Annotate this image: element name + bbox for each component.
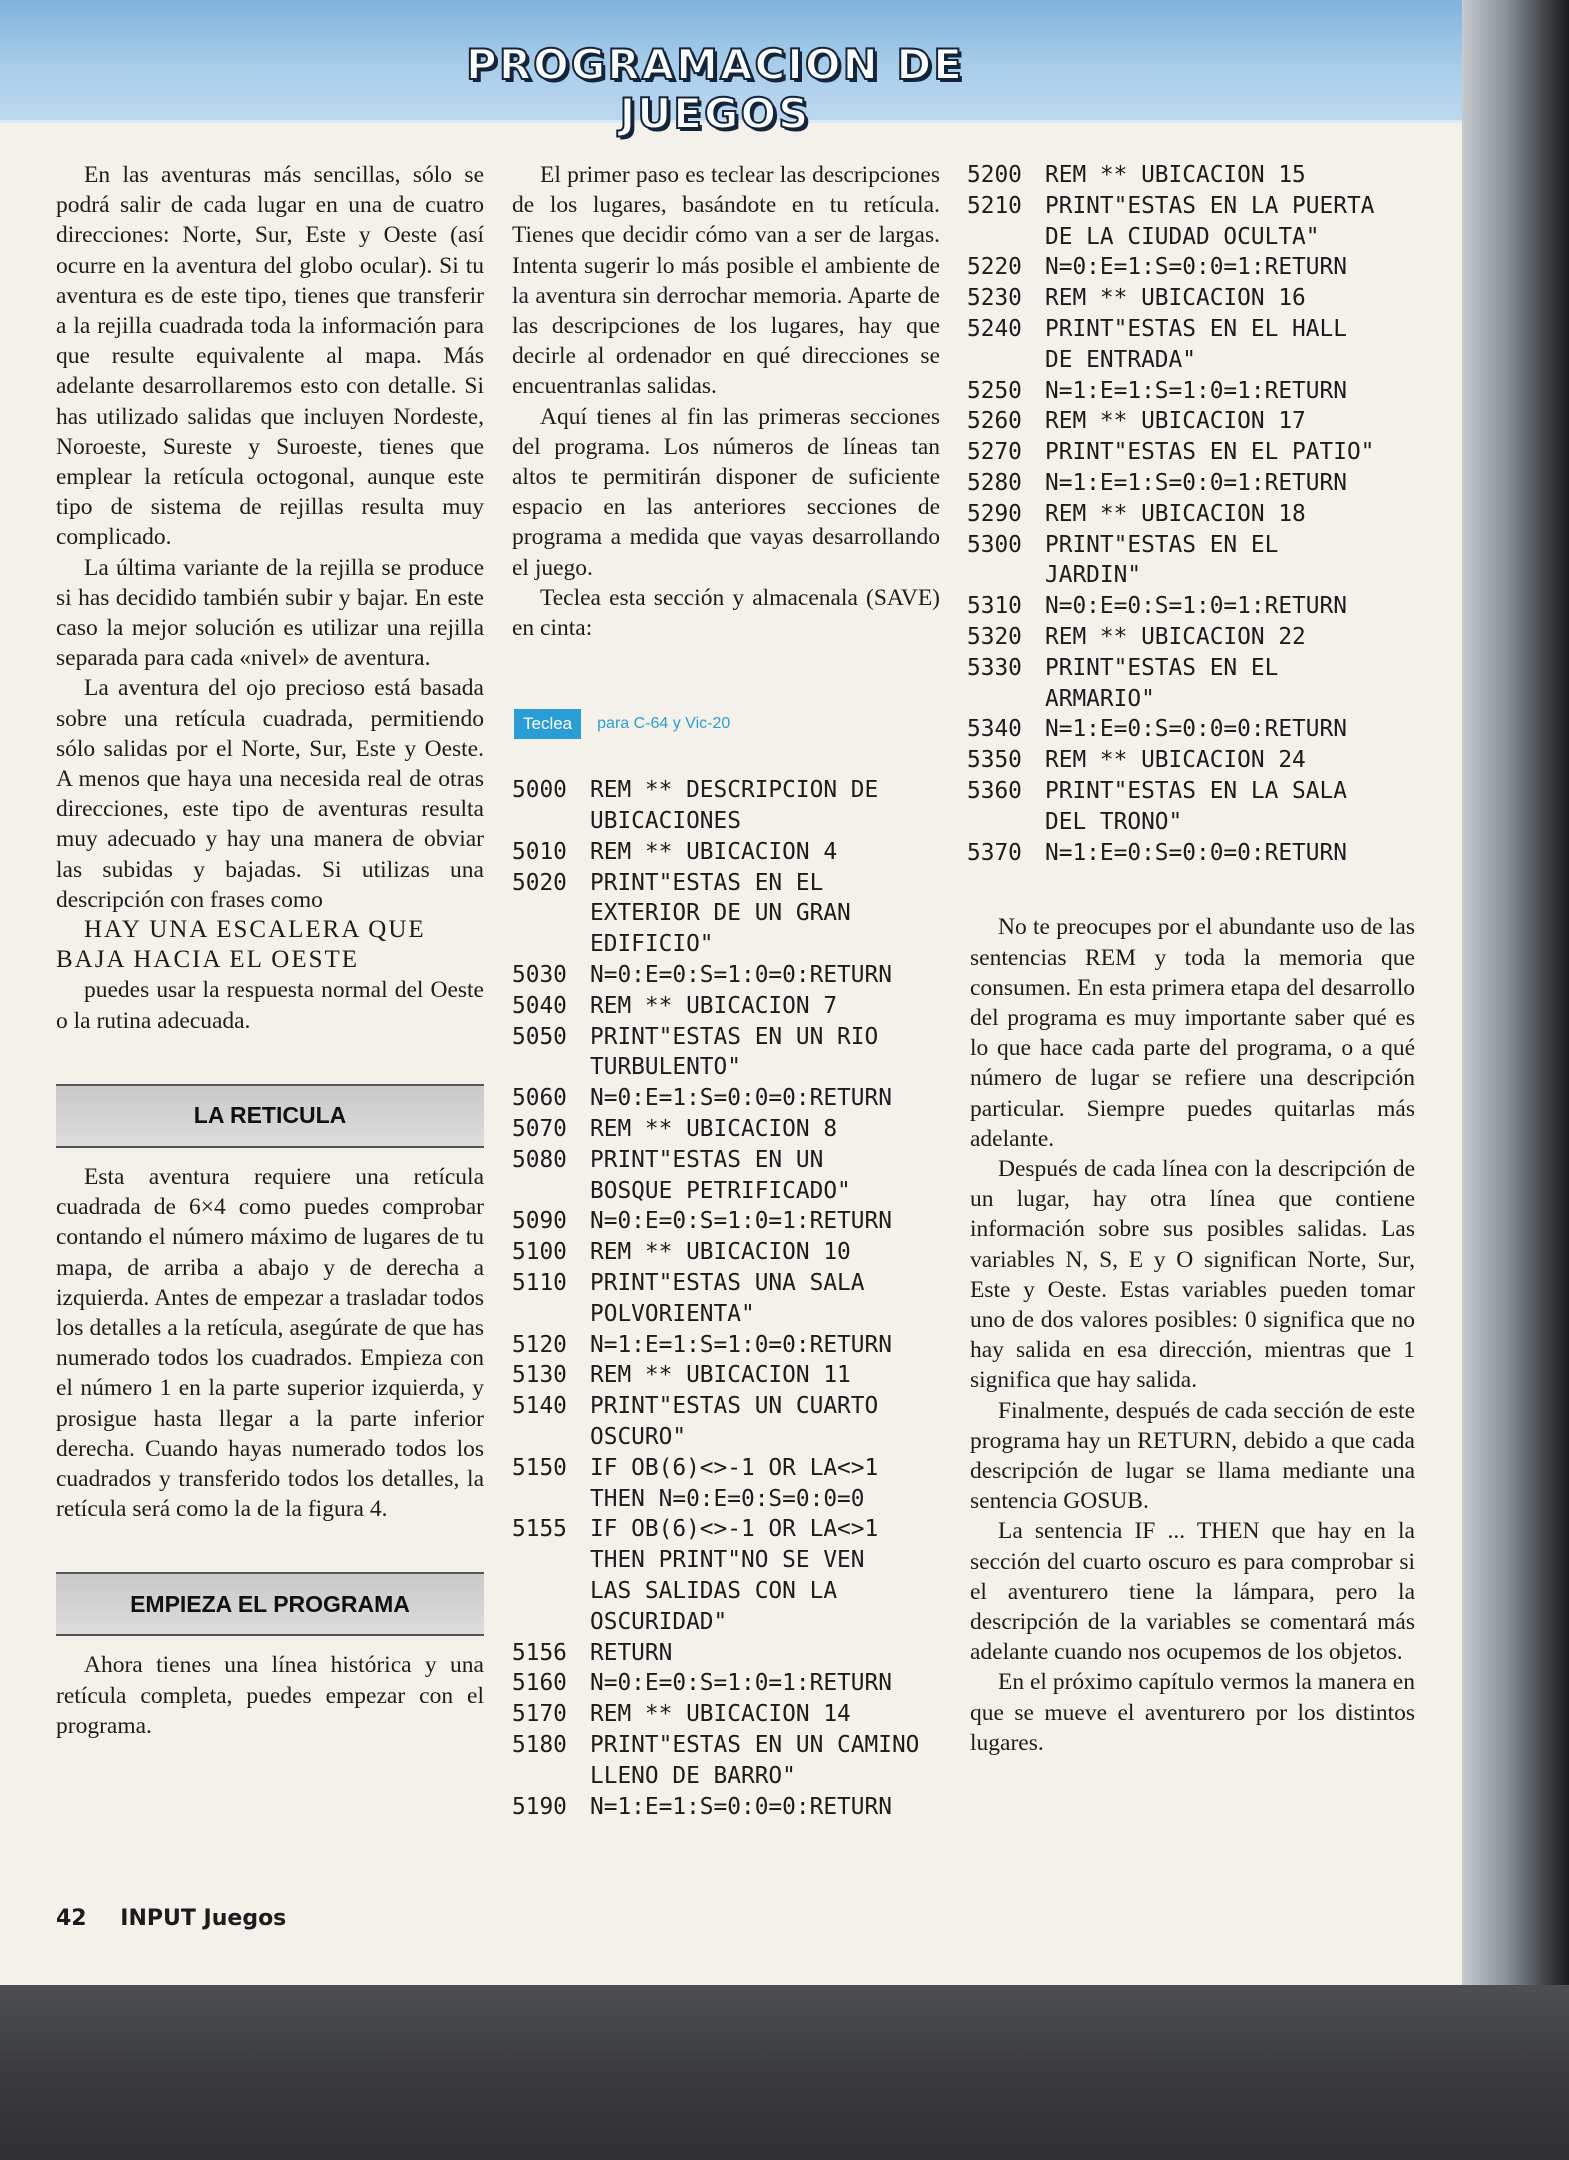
line-number: 5160 xyxy=(512,1670,567,1697)
spacer xyxy=(970,868,1415,912)
code-text: N=1:E=1:S=1:0=0:RETURN xyxy=(590,1331,892,1358)
line-number: 5230 xyxy=(967,285,1022,312)
line-number: 5370 xyxy=(967,839,1022,866)
paragraph: Teclea esta sección y almacenala (SAVE) en cinta: xyxy=(512,584,940,642)
paragraph: No te preocupes por el abundante uso de las sentencias REM y toda la memoria que consumen. En esta primera etapa del desarrollo del programa es muy importante saber qué es lo que hace cada parte del programa, o a qué número de lugar se refiere una descripción particular. Siempre puedes quitarlas más adelante. xyxy=(970,914,1415,1152)
code-text: REM ** UBICACION 8 xyxy=(590,1116,838,1143)
code-listing xyxy=(512,775,940,1822)
paragraph: Aquí tienes al fin las primeras secciones del programa. Los números de líneas tan altos te permitirán disponer de suficiente espacio en las anteriores secciones de programa a medida que vayas desarrollando el juego. xyxy=(512,403,940,581)
code-line xyxy=(512,1730,940,1792)
line-number: 5170 xyxy=(512,1701,567,1728)
code-text: N=0:E=1:S=0:0=0:RETURN xyxy=(590,1085,892,1112)
paragraph: La aventura del ojo precioso está basada sobre una retícula cuadrada, permitiendo sólo salidas por el Norte, Sur, Este y Oeste. A menos que haya una necesida real de otras direcciones, este tipo de aventuras resulta muy adecuado y hay una manera de obviar las subidas y bajadas. Si utilizas una descripción con frases como xyxy=(56,675,484,913)
code-text: PRINT"ESTAS EN EL ARMARIO" xyxy=(1045,654,1279,712)
code-line xyxy=(967,314,1415,376)
code-text: PRINT"ESTAS UN CUARTO OSCURO" xyxy=(590,1393,879,1450)
code-text: REM ** UBICACION 24 xyxy=(1045,747,1306,774)
column-2 xyxy=(512,160,940,1822)
code-text: PRINT"ESTAS EN EL HALL DE ENTRADA" xyxy=(1045,315,1347,373)
paragraph: La sentencia IF ... THEN que hay en la sección del cuarto oscuro es para comprobar si el aventurero tiene la lámpara, pero la descripción de la variables se comentará más adelante cuando nos ocupemos de los objetos. xyxy=(970,1518,1415,1666)
code-text: PRINT"ESTAS EN UN BOSQUE PETRIFICADO" xyxy=(590,1146,851,1204)
code-text: PRINT"ESTAS EN LA SALA DEL TRONO" xyxy=(1045,777,1347,835)
code-line xyxy=(967,160,1415,191)
code-line xyxy=(967,838,1415,869)
code-line xyxy=(512,1114,940,1145)
code-line xyxy=(967,252,1415,283)
code-text: PRINT"ESTAS EN UN CAMINO LLENO DE BARRO" xyxy=(590,1731,920,1789)
code-line xyxy=(967,468,1415,499)
paragraph: En el próximo capítulo vermos la manera en que se mueve el aventurero por los distintos lugares. xyxy=(970,1669,1415,1756)
code-text: N=0:E=1:S=0:0=1:RETURN xyxy=(1045,254,1347,281)
code-text: N=0:E=0:S=1:0=1:RETURN xyxy=(590,1208,892,1235)
line-number: 5140 xyxy=(512,1393,567,1420)
code-text: N=0:E=0:S=1:0=1:RETURN xyxy=(1045,593,1347,620)
code-line xyxy=(967,622,1415,653)
code-text: N=0:E=0:S=1:0=1:RETURN xyxy=(590,1670,892,1697)
code-text: REM ** UBICACION 17 xyxy=(1045,408,1306,435)
magazine-name: INPUT Juegos xyxy=(120,1906,287,1931)
code-line xyxy=(512,1206,940,1237)
code-line xyxy=(512,1330,940,1361)
code-line xyxy=(512,1792,940,1823)
line-number: 5320 xyxy=(967,623,1022,650)
column-3 xyxy=(967,160,1415,1758)
code-line xyxy=(512,1638,940,1669)
line-number: 5100 xyxy=(512,1239,567,1266)
code-line xyxy=(512,960,940,991)
code-line xyxy=(967,283,1415,314)
code-line xyxy=(512,1022,940,1084)
page-header-band xyxy=(0,0,1500,138)
line-number: 5155 xyxy=(512,1516,567,1543)
platform-note: para C-64 y Vic-20 xyxy=(597,715,731,733)
page-number: 42 xyxy=(56,1906,87,1931)
line-number: 5250 xyxy=(967,377,1022,404)
line-number: 5010 xyxy=(512,838,567,865)
code-text: REM ** UBICACION 18 xyxy=(1045,500,1306,527)
code-text: PRINT"ESTAS EN UN RIO TURBULENTO" xyxy=(590,1023,879,1081)
code-text: IF OB(6)<>-1 OR LA<>1 THEN N=0:E=0:S=0:0=0 xyxy=(590,1454,879,1512)
code-text: PRINT"ESTAS EN EL PATIO" xyxy=(1045,439,1375,466)
code-text: N=0:E=0:S=1:0=0:RETURN xyxy=(590,962,892,989)
paragraph: El primer paso es teclear las descripciones de los lugares, basándote en tu retícula. Tienes que decidir cómo van a ser de largas. Intenta sugerir lo más posible el ambiente de la aventura sin derrochar memoria. Aparte de las descripciones de los lugares, hay que decirle al ordenador en qué direcciones se encuentranlas salidas. xyxy=(512,162,940,400)
code-line xyxy=(967,653,1415,715)
code-text: N=1:E=0:S=0:0=0:RETURN xyxy=(1045,716,1347,743)
code-line xyxy=(967,745,1415,776)
paragraph: Esta aventura requiere una retícula cuadrada de 6×4 como puedes comprobar contando el número máximo de lugares de tu mapa, de arriba a abajo y de derecha a izquierda. Antes de empezar a trasladar todos los detalles a la retícula, asegúrate de que has numerado todos los cuadrados. Empieza con el número 1 en la parte superior izquierda, y prosigue hasta llegar a la parte inferior derecha. Cuando hayas numerado todos los cuadrados y transferido todos los detalles, la retícula será como la de la figura 4. xyxy=(56,1163,484,1523)
line-number: 5300 xyxy=(967,531,1022,558)
line-number: 5156 xyxy=(512,1639,567,1666)
code-line xyxy=(967,499,1415,530)
section-heading-empieza: EMPIEZA EL PROGRAMA xyxy=(56,1572,484,1636)
code-line xyxy=(512,1453,940,1515)
code-text: IF OB(6)<>-1 OR LA<>1 THEN PRINT"NO SE VEN LAS SALIDAS CON LA OSCURIDAD" xyxy=(590,1516,879,1635)
code-line xyxy=(512,837,940,868)
code-line xyxy=(967,191,1415,253)
code-line xyxy=(512,1360,940,1391)
line-number: 5180 xyxy=(512,1731,567,1758)
line-number: 5310 xyxy=(967,593,1022,620)
code-text: PRINT"ESTAS UNA SALA POLVORIENTA" xyxy=(590,1270,865,1327)
line-number: 5220 xyxy=(967,254,1022,281)
code-line xyxy=(512,1514,940,1637)
line-number: 5040 xyxy=(512,992,567,1019)
teclea-label-row xyxy=(514,709,940,739)
paragraph: Finalmente, después de cada sección de este programa hay un RETURN, debido a que cada descripción de lugar se llama mediante una sentencia GOSUB. xyxy=(970,1397,1415,1515)
line-number: 5330 xyxy=(967,654,1022,681)
teclea-badge: Teclea xyxy=(514,709,581,739)
paragraph: Ahora tienes una línea histórica y una retícula completa, puedes empezar con el programa. xyxy=(56,1652,484,1739)
paragraph: En las aventuras más sencillas, sólo se podrá salir de cada lugar en una de cuatro direcciones: Norte, Sur, Este y Oeste (así ocurre en la aventura del globo ocular). Si tu aventura es de este tipo, tienes que transferir a la rejilla cuadrada toda la información para que resulte equivalente al mapa. Más adelante desarrollaremos esto con detalle. Si has utilizado salidas que incluyen Nordeste, Noroeste, Sureste y Suroeste, tienes que emplear la retícula octogonal, aunque este tipo de sistema de rejillas resulta muy complicado. xyxy=(56,162,484,551)
code-line xyxy=(512,868,940,960)
code-text: REM ** UBICACION 14 xyxy=(590,1701,851,1728)
line-number: 5080 xyxy=(512,1146,567,1173)
code-line xyxy=(512,991,940,1022)
code-line xyxy=(967,776,1415,838)
code-line xyxy=(512,1237,940,1268)
page-footer xyxy=(56,1906,286,1931)
line-number: 5050 xyxy=(512,1023,567,1050)
line-number: 5070 xyxy=(512,1116,567,1143)
line-number: 5270 xyxy=(967,439,1022,466)
code-line xyxy=(967,376,1415,407)
line-number: 5260 xyxy=(967,408,1022,435)
line-number: 5090 xyxy=(512,1208,567,1235)
line-number: 5240 xyxy=(967,315,1022,342)
quoted-phrase: HAY UNA ESCALERA QUE BAJA HACIA EL OESTE xyxy=(56,916,426,974)
code-line xyxy=(967,591,1415,622)
paragraph: puedes usar la respuesta normal del Oeste o la rutina adecuada. xyxy=(56,977,484,1034)
line-number: 5020 xyxy=(512,869,567,896)
line-number: 5190 xyxy=(512,1793,567,1820)
code-text: N=1:E=1:S=0:0=0:RETURN xyxy=(590,1793,892,1820)
section-heading-reticula: LA RETICULA xyxy=(56,1084,484,1148)
line-number: 5120 xyxy=(512,1331,567,1358)
code-line xyxy=(512,1668,940,1699)
line-number: 5360 xyxy=(967,777,1022,804)
code-text: REM ** UBICACION 11 xyxy=(590,1362,851,1389)
code-text: REM ** UBICACION 4 xyxy=(590,838,838,865)
line-number: 5030 xyxy=(512,962,567,989)
line-number: 5200 xyxy=(967,162,1022,188)
code-text: N=1:E=0:S=0:0=0:RETURN xyxy=(1045,839,1347,866)
code-text: RETURN xyxy=(590,1639,673,1666)
code-text: PRINT"ESTAS EN EL EXTERIOR DE UN GRAN EDIFICIO" xyxy=(590,869,851,958)
code-text: REM ** DESCRIPCION DE UBICACIONES xyxy=(590,777,879,835)
code-text: REM ** UBICACION 15 xyxy=(1045,162,1306,188)
paragraph: La última variante de la rejilla se produce si has decidido también subir y bajar. En este caso la mejor solución es utilizar una rejilla separada para cada «nivel» de aventura. xyxy=(56,554,484,672)
line-number: 5060 xyxy=(512,1085,567,1112)
code-text: PRINT"ESTAS EN LA PUERTA DE LA CIUDAD OCULTA" xyxy=(1045,192,1375,250)
code-line xyxy=(512,1268,940,1330)
line-number: 5280 xyxy=(967,469,1022,496)
code-line xyxy=(512,1391,940,1453)
code-text: N=1:E=1:S=1:0=1:RETURN xyxy=(1045,377,1347,404)
code-line xyxy=(512,1699,940,1730)
line-number: 5000 xyxy=(512,777,567,804)
line-number: 5150 xyxy=(512,1454,567,1481)
code-listing xyxy=(967,160,1415,868)
column-1 xyxy=(56,160,484,1741)
code-line xyxy=(512,775,940,837)
code-line xyxy=(967,714,1415,745)
code-line xyxy=(512,1145,940,1207)
code-text: REM ** UBICACION 16 xyxy=(1045,285,1306,312)
code-line xyxy=(967,530,1415,592)
code-text: REM ** UBICACION 10 xyxy=(590,1239,851,1266)
code-text: N=1:E=1:S=0:0=1:RETURN xyxy=(1045,469,1347,496)
book-spine-shadow xyxy=(1462,0,1569,1990)
section-title: PROGRAMACION DE JUEGOS xyxy=(466,40,964,138)
line-number: 5130 xyxy=(512,1362,567,1389)
code-line xyxy=(512,1083,940,1114)
code-line xyxy=(967,406,1415,437)
scan-background xyxy=(0,1985,1569,2160)
line-number: 5350 xyxy=(967,747,1022,774)
paragraph: Después de cada línea con la descripción de un lugar, hay otra línea que contiene información sobre sus posibles salidas. Las variables N, S, E y O significan Norte, Sur, Este y Oeste. Estas variables pueden tomar uno de dos valores posibles: 0 significa que no hay salida en esa dirección, mientras que 1 significa que hay salida. xyxy=(970,1155,1415,1394)
line-number: 5340 xyxy=(967,716,1022,743)
line-number: 5110 xyxy=(512,1270,567,1296)
code-text: REM ** UBICACION 22 xyxy=(1045,623,1306,650)
line-number: 5210 xyxy=(967,192,1022,219)
line-number: 5290 xyxy=(967,500,1022,527)
code-text: PRINT"ESTAS EN EL JARDIN" xyxy=(1045,531,1279,589)
code-line xyxy=(967,437,1415,468)
code-text: REM ** UBICACION 7 xyxy=(590,992,838,1019)
